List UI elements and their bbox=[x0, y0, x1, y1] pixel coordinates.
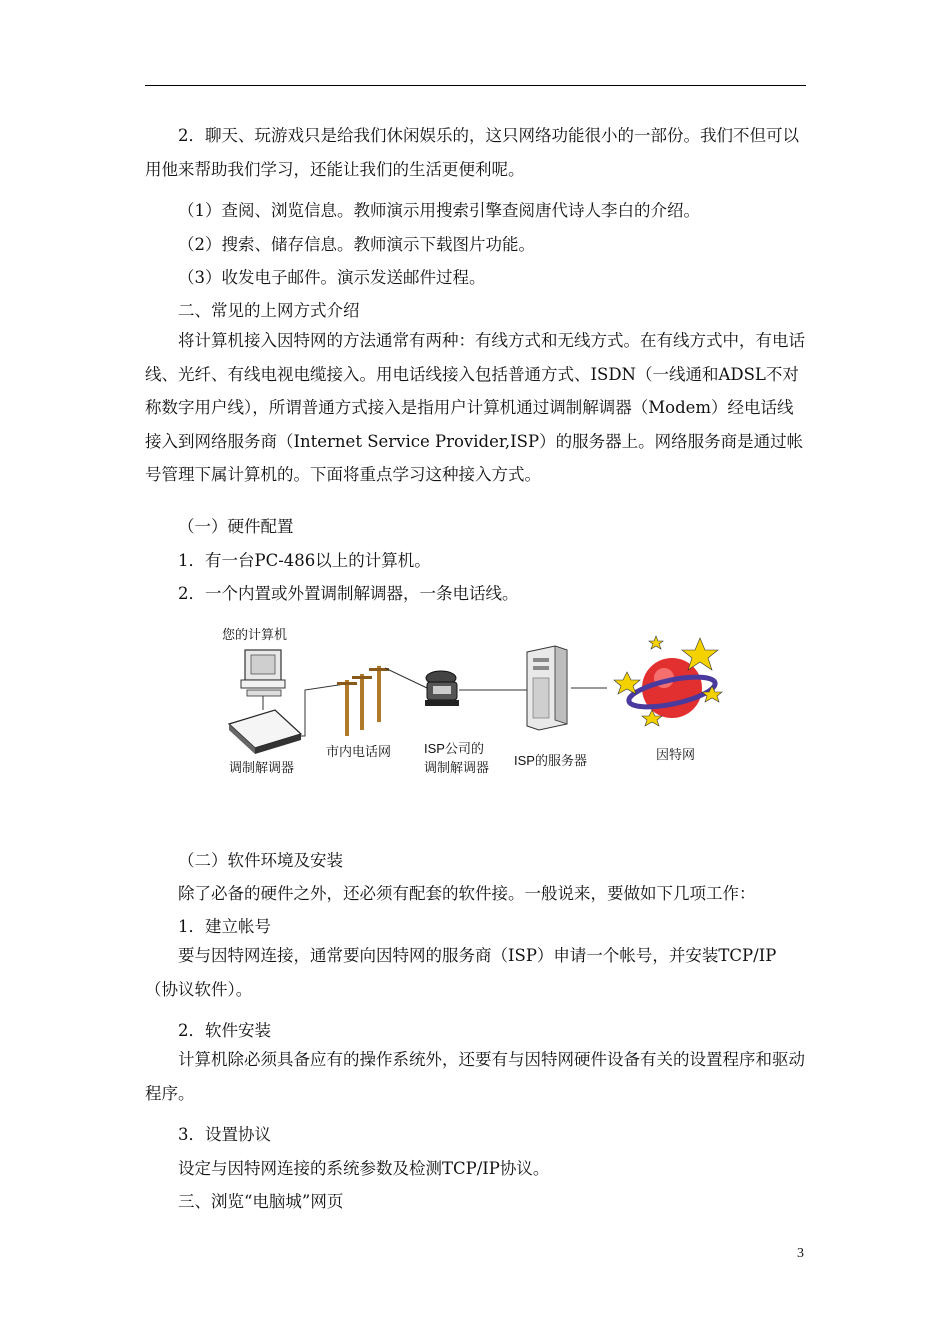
modem-label: 调制解调器 bbox=[229, 760, 295, 775]
computer-label: 您的计算机 bbox=[222, 627, 288, 642]
section-heading-access: 二、常见的上网方式介绍 bbox=[178, 301, 360, 320]
subheading-software: （二）软件环境及安装 bbox=[178, 851, 343, 870]
isp-modem-label-line1: ISP公司的 bbox=[424, 741, 484, 756]
internet-label: 因特网 bbox=[656, 747, 696, 762]
header-rule bbox=[145, 85, 806, 86]
computer-icon bbox=[241, 650, 285, 696]
list-item-browse: （1）查阅、浏览信息。教师演示用搜索引擎查阅唐代诗人李白的介绍。 bbox=[178, 201, 700, 220]
paragraph-access-methods: 将计算机接入因特网的方法通常有两种：有线方式和无线方式。在有线方式中，有电话线、光纤、有线电视电缆接入。用电话线接入包括普通方式、ISDN（一线通和ADSL不对称数字用户线），所谓普通方式接入是指用户计算机通过调制解调器（Modem）经电话线接入到网络服务商（Internet Service Provider,ISP）的服务器上。网络服务商是通过帐号管理下属计算机的。下面将重点学习这种接入方式。 bbox=[145, 331, 805, 485]
section-heading-browse: 三、浏览“电脑城”网页 bbox=[178, 1192, 344, 1211]
list-item-modem: 2．一个内置或外置调制解调器，一条电话线。 bbox=[178, 584, 519, 603]
paragraph-install: 计算机除必须具备应有的操作系统外，还要有与因特网硬件设备有关的设置程序和驱动程序。 bbox=[145, 1050, 805, 1103]
list-item-pc: 1．有一台PC-486以上的计算机。 bbox=[178, 551, 431, 570]
list-item-account: 1．建立帐号 bbox=[178, 917, 271, 936]
isp-modem-label-line2: 调制解调器 bbox=[424, 760, 490, 775]
telephone-pole-icon bbox=[337, 666, 389, 736]
paragraph-account: 要与因特网连接，通常要向因特网的服务商（ISP）申请一个帐号，并安装TCP/IP（协议软件）。 bbox=[145, 946, 777, 999]
paragraph-protocol: 设定与因特网连接的系统参数及检测TCP/IP协议。 bbox=[178, 1159, 550, 1178]
isp-server-label: ISP的服务器 bbox=[514, 753, 587, 768]
modem-icon bbox=[229, 710, 301, 754]
phone-network-label: 市内电话网 bbox=[326, 744, 392, 759]
paragraph-chat-games: 2．聊天、玩游戏只是给我们休闲娱乐的，这只网络功能很小的一部份。我们不但可以用他来帮助我们学习，还能让我们的生活更便利呢。 bbox=[145, 126, 799, 179]
list-item-install: 2．软件安装 bbox=[178, 1021, 271, 1040]
phone-icon bbox=[425, 671, 459, 706]
list-item-protocol: 3．设置协议 bbox=[178, 1125, 271, 1144]
paragraph-software-intro: 除了必备的硬件之外，还必须有配套的软件接。一般说来，要做如下几项工作： bbox=[178, 884, 756, 903]
page-number: 3 bbox=[797, 1246, 804, 1261]
list-item-search: （2）搜索、储存信息。教师演示下载图片功能。 bbox=[178, 235, 535, 254]
server-icon bbox=[527, 646, 567, 730]
internet-globe-icon bbox=[614, 636, 722, 726]
subheading-hardware: （一）硬件配置 bbox=[178, 517, 294, 536]
list-item-email: （3）收发电子邮件。演示发送邮件过程。 bbox=[178, 268, 486, 287]
